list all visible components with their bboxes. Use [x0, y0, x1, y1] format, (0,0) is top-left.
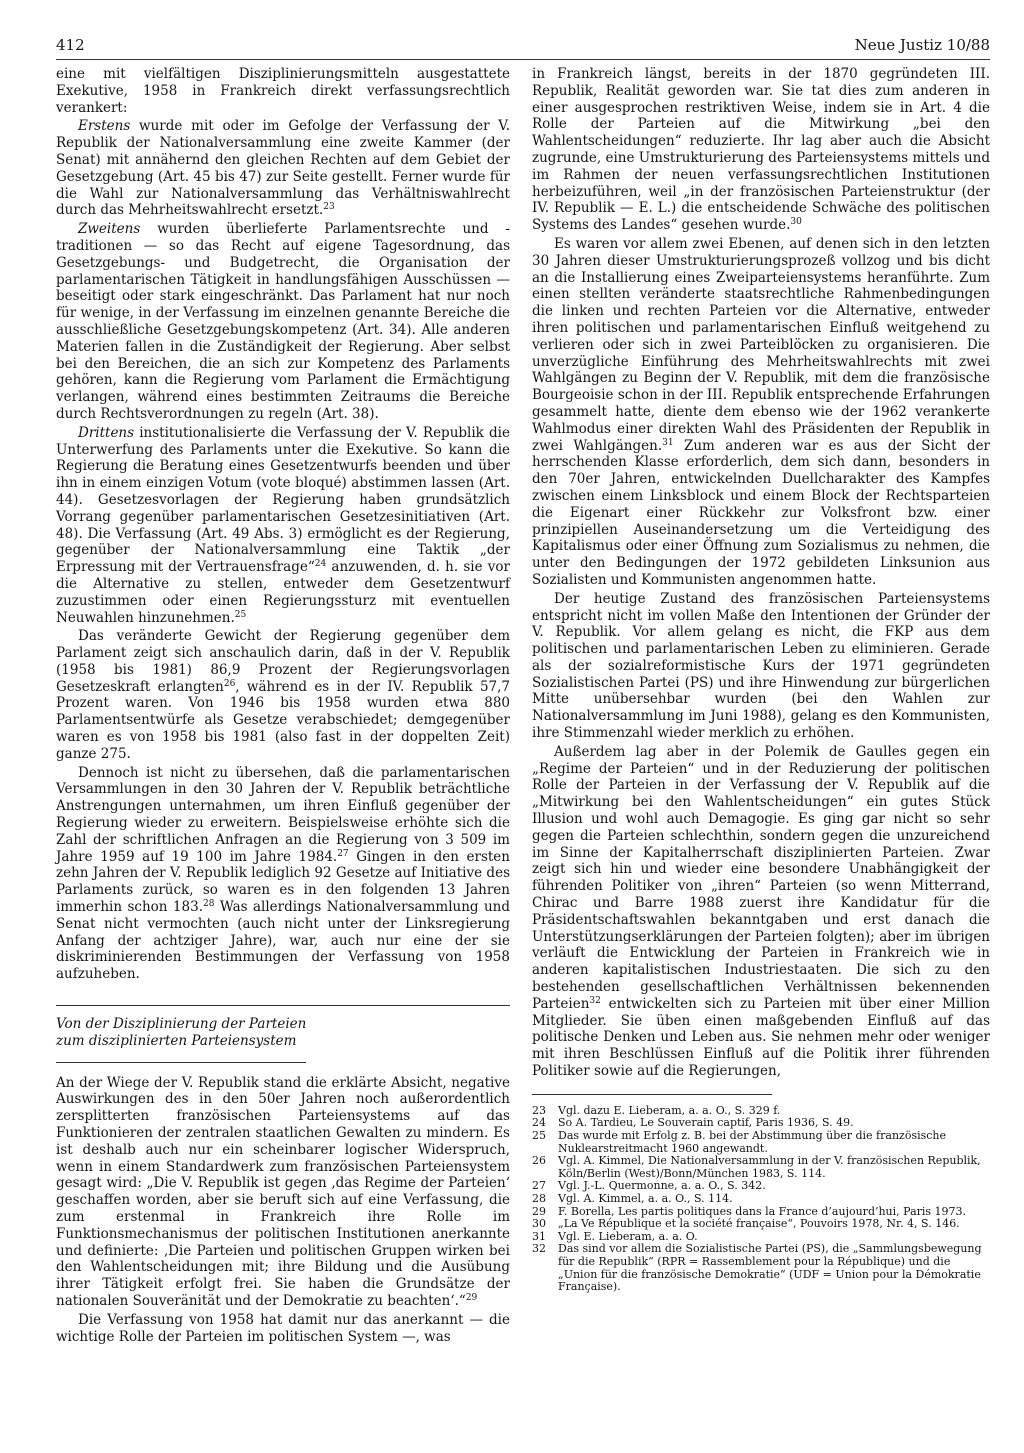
- footnote-ref[interactable]: 24: [314, 559, 327, 570]
- paragraph: An der Wiege der V. Republik stand die erklärte Absicht, negative Auswirkungen des in den 50er Jahren noch außerordentlich zersplitterten französischen Parteiensystems auf das Funktionieren der zentralen staatlichen Gewalten zu mindern. Es ist deshalb auch nur ein scheinbarer logischer Widerspruch, wenn in einem Standardwerk zum französischen Parteiensystem gesagt wird: „Die V. Republik ist gegen ‚das Regime der Parteien‘ geschaffen worden, aber sie beruft sich auf eine Verfassung, die zum erstenmal in Frankreich ihre Rolle im Funktionsmechanismus der politischen Institutionen anerkannte und definierte: ‚Die Parteien und politischen Gruppen wirken bei den Wahlentscheidungen mit; ihre Bildung und die Ausübung ihrer Tätigkeit erfolgt frei. Sie haben die Grundsätze der nationalen Souveränität und der Demokratie zu beachten‘.“$^{29}$: [56, 1074, 510, 1309]
- paragraph: Dennoch ist nicht zu übersehen, daß die parlamentarischen Versammlungen in den 30 Jahren der V. Republik beträchtliche Anstrengungen unternahmen, um ihren Einfluß gegenüber der Regierung wieder zu erweitern. Beispielsweise erhöhte sich die Zahl der schriftlichen Anfragen an die Regierung von 3 509 im Jahre 1959 auf 19 100 im Jahre 1984.27 Gingen in den ersten zehn Jahren der V. Republik lediglich 92 Gesetze auf Initiative des Parlaments zurück, so waren es in den folgenden 13 Jahren immerhin schon 183.28 Was allerdings Nationalversammlung und Senat nicht vermochten (auch nicht unter der Linksregierung Anfang der achtziger Jahre), war, auch nur eine der sie diskriminierenden Bestimmungen der Verfassung von 1958 aufzuheben.: [56, 764, 511, 983]
- footnote-text: Das sind vor allem die Sozialistische Partei (PS), die „Sammlungsbewegung für die Republik“ (RPR = Rassemblement pour la République) und die „Union für die französische Demokratie“ (UDF = Union pour la Démokratie Française).: [558, 1242, 982, 1294]
- footnote-number: 26: [532, 1154, 546, 1168]
- footnote-number: 28: [532, 1191, 546, 1205]
- footnote-number: 24: [532, 1116, 546, 1130]
- footnote-26: [532, 1155, 990, 1180]
- footnote-ref[interactable]: 29: [465, 1292, 478, 1303]
- footnote-number: 29: [532, 1204, 546, 1218]
- header-rule: [56, 59, 990, 60]
- paragraph: Die Verfassung von 1958 hat damit nur das anerkannt — die wichtige Rolle der Parteien im politischen System —, was: [56, 1311, 510, 1345]
- footnote-25: [532, 1130, 990, 1155]
- section-heading: Von der Disziplinierung der Parteien zum disziplinierten Parteiensystem: [56, 1005, 510, 1050]
- footnote-ref[interactable]: 25: [234, 609, 247, 620]
- footnote-text: Vgl. dazu E. Lieberam, a. a. O., S. 329 f.: [558, 1103, 781, 1117]
- footnote-text: So A. Tardieu, Le Souverain captif, Paris 1936, S. 49.: [558, 1116, 854, 1130]
- footnote-number: 25: [532, 1129, 546, 1142]
- paragraph: eine mit vielfältigen Disziplinierungsmitteln ausgestattete Exekutive, 1958 in Frankreich direkt verfassungsrechtlich verankert:: [56, 66, 510, 116]
- footnote-ref[interactable]: 30: [790, 217, 802, 228]
- footnote-ref[interactable]: 31: [662, 437, 674, 448]
- footnote-ref[interactable]: 23: [323, 202, 335, 213]
- paragraph: Außerdem lag aber in der Polemik de Gaulles gegen ein „Regime der Parteien“ und in der Reduzierung der politischen Rolle der Parteien in der Verfassung der V. Republik auf die „Mitwirkung bei den Wahlentscheidungen“ ein gutes Stück Illusion und wohl auch Demagogie. Es ging gar nicht so sehr gegen die Parteien schlechthin, sondern gegen die unzureichend im Sinne der Kapitalherrschaft disziplinierten Parteien. Zwar zeigt sich hin und wieder eine besondere Unabhängigkeit der führenden Politiker von „ihren“ Parteien (so wenn Mitterrand, Chirac und Barre 1988 zuerst ihre Kandidatur für die Präsidentschaftswahlen bekanntgaben und erst danach die Unterstützungserklärungen der Parteien folgten); aber im übrigen verläuft die Entwicklung der Parteien in Frankreich wie in anderen kapitalistischen Industriestaaten. Die sich zu den bestehenden gesellschaftlichen Verhältnissen bekennenden Parteien$^{32}$ entwickelten sich zu Parteien mit über einer Million Mitglieder. Sie üben einen maßgebenden Einfluß auf das politische Denken und Leben aus. Sie nehmen mehr oder weniger mit ihren Beschlüssen Einfluß auf die Politik ihrer führenden Politiker sowie auf die Regierungen,: [532, 743, 990, 1080]
- footnote-28: [532, 1193, 990, 1206]
- footnote-text: Vgl. A. Kimmel, a. a. O., S. 114.: [558, 1191, 733, 1205]
- footnote-number: 23: [532, 1103, 546, 1117]
- footnote-ref[interactable]: 27: [337, 848, 349, 859]
- left-column: [56, 66, 510, 1345]
- footnote-number: 32: [532, 1242, 546, 1256]
- footnote-text: Das wurde mit Erfolg z. B. bei der Abstimmung über die französische Nuklearstreitmacht 1960 angewandt.: [558, 1129, 947, 1155]
- page-header: [56, 36, 990, 56]
- footnote-text: Vgl. A. Kimmel, Die Nationalversammlung in der V. französischen Republik, Köln/Berlin (West)/Bonn/München 1983, S. 114.: [558, 1154, 981, 1180]
- footnote-30: [532, 1218, 990, 1231]
- footnote-text: „La Ve République et la société française“, Pouvoirs 1978, Nr. 4, S. 146.: [558, 1217, 960, 1231]
- paragraph: Das veränderte Gewicht der Regierung gegenüber dem Parlament zeigt sich anschaulich darin, daß in der V. Republik (1958 bis 1981) 86,9 Prozent der Regierungsvorlagen Gesetzeskraft erlangten$^{26}$, während es in der IV. Republik 57,7 Prozent waren. Von 1946 bis 1958 wurden etwa 880 Parlamentsentwürfe als Gesetze verabschiedet; demgegenüber waren es von 1958 bis 1981 (also fast in der doppelten Zeit) ganze 275.: [56, 628, 510, 762]
- paragraph: in Frankreich längst, bereits in der 1870 gegründeten III. Republik, Realität geworden war. Sie tat dies zum anderen in einer ausgesprochen restriktiven Weise, indem sie in Art. 4 die Rolle der Parteien auf die Mitwirkung „bei den Wahlentscheidungen“ reduzierte. Ihr lag aber auch die Absicht zugrunde, eine Umstrukturierung des Parteiensystems mittels und im Rahmen der neuen verfassungsrechtlichen Institutionen herbeizuführen, weil „in der französischen Parteienstruktur (der IV. Republik — E. L.) die entscheidende Schwäche des politischen Systems des Landes“ gesehen wurde.$^{30}$: [532, 66, 990, 234]
- section-heading-rule: [56, 1062, 306, 1063]
- footnote-ref[interactable]: 28: [203, 899, 215, 910]
- journal-issue: Neue Justiz 10/88: [854, 36, 990, 54]
- footnote-ref[interactable]: 26: [223, 678, 236, 689]
- paragraph: Erstens wurde mit oder im Gefolge der Verfassung der V. Republik der Nationalversammlung eine zweite Kammer (der Senat) mit annähernd den gleichen Rechten auf dem Gebiet der Gesetzgebung (Art. 45 bis 47) zur Seite gestellt. Ferner wurde für die Wahl zur Nationalversammlung das Verhältniswahlrecht durch das Mehrheitswahlrecht ersetzt.$^{23}$: [56, 118, 510, 219]
- footnote-text: Vgl. E. Lieberam, a. a. O.: [558, 1229, 698, 1243]
- paragraph: Zweitens wurden überlieferte Parlamentsrechte und -traditionen — so das Recht auf eigene Tagesordnung, das Gesetzgebungs- und Budgetrecht, die Organisation der parlamentarischen Tätigkeit in handlungsfähigen Ausschüssen — beseitigt oder stark eingeschränkt. Das Parlament hat nur noch für wenige, in der Verfassung im einzelnen genannte Bereiche die ausschließliche Gesetzgebungskompetenz (Art. 34). Alle anderen Materien fallen in die Zuständigkeit der Regierung. Aber selbst bei den Bereichen, die an sich zur Kompetenz des Parlaments gehören, kann die Regierung vom Parlament die Ermächtigung verlangen, während eines bestimmten Zeitraums die Bereiche durch Rechtsverordnungen zu regeln (Art. 38).: [56, 221, 510, 422]
- right-column: [532, 66, 990, 1294]
- paragraph: Der heutige Zustand des französischen Parteiensystems entspricht nicht im vollen Maße den Intentionen der Gründer der V. Republik. Vor allem gelang es nicht, die FKP aus dem politischen und parlamentarischen Leben zu eliminieren. Gerade als der sozialreformistische Kurs der 1971 gegründeten Sozialistischen Partei (PS) und ihre Hinwendung zur bürgerlichen Mitte unübersehbar wurden (bei den Wahlen zur Nationalversammlung im Juni 1988), gelang es den Kommunisten, ihre Stimmenzahl wieder merklich zu erhöhen.: [532, 590, 990, 742]
- footnote-32: [532, 1243, 990, 1293]
- footnote-number: 31: [532, 1229, 546, 1243]
- footnote-number: 30: [532, 1217, 546, 1231]
- paragraph: Drittens institutionalisierte die Verfassung der V. Republik die Unterwerfung des Parlaments unter die Exekutive. So kann die Regierung die Beratung eines Gesetzentwurfs beenden und über ihn in einem einzigen Votum (vote bloqué) abstimmen lassen (Art. 44). Gesetzesvorlagen der Regierung haben grundsätzlich Vorrang gegenüber parlamentarischen Gesetzesinitiativen (Art. 48). Die Verfassung (Art. 49 Abs. 3) ermöglicht es der Regierung, gegenüber der Nationalversammlung eine Taktik „der Erpressung mit der Vertrauensfrage“$^{24}$ anzuwenden, d. h. sie vor die Alternative zu stellen, entweder dem Gesetzentwurf zuzustimmen oder einen Regierungssturz mit eventuellen Neuwahlen hinzunehmen.$^{25}$: [56, 424, 510, 626]
- paragraph: Es waren vor allem zwei Ebenen, auf denen sich in den letzten 30 Jahren dieser Umstrukturierungsprozeß vollzog und bis dicht an die Installierung eines Zweiparteiensystems heranführte. Zum einen stellten veränderte staatsrechtliche Rahmenbedingungen die linken und rechten Parteien vor die Alternative, entweder ihren politischen und parlamentarischen Einfluß weitgehend zu verlieren oder sich in zwei Parteiblöcken zu organisieren. Die unverzügliche Einführung des Mehrheitswahlrechts mit zwei Wahlgängen zu Beginn der V. Republik, mit dem die französische Bourgeoisie schon in der III. Republik entsprechende Erfahrungen gesammelt hatte, diente dem ebenso wie der 1962 verankerte Wahlmodus einer direkten Wahl des Präsidenten der Republik in zwei Wahlgängen.$^{31}$ Zum anderen war es aus der Sicht der herrschenden Klasse erforderlich, dem sich dann, besonders in den 70er Jahren, entwickelnden Duellcharakter des Kampfes zwischen einem Linksblock und einem Block der Rechtsparteien die Eigenart einer Rückkehr zur Volksfront bzw. einer prinzipiellen Auseinandersetzung um die Verteidigung des Kapitalismus oder einer Öffnung zum Sozialismus zu nehmen, die unter den Bedingungen der 1972 gebildeten Linksunion aus Sozialisten und Kommunisten angenommen hatte.: [532, 235, 991, 588]
- footnote-ref[interactable]: 32: [589, 995, 601, 1006]
- footnote-text: Vgl. J.-L. Quermonne, a. a. O., S. 342.: [558, 1179, 766, 1193]
- footnote-number: 27: [532, 1179, 546, 1193]
- footnote-text: F. Borella, Les partis politiques dans la France d’aujourd’hui, Paris 1973.: [558, 1204, 967, 1218]
- footnotes: [532, 1105, 990, 1294]
- page-number: 412: [56, 36, 85, 54]
- footnote-rule: [532, 1094, 772, 1095]
